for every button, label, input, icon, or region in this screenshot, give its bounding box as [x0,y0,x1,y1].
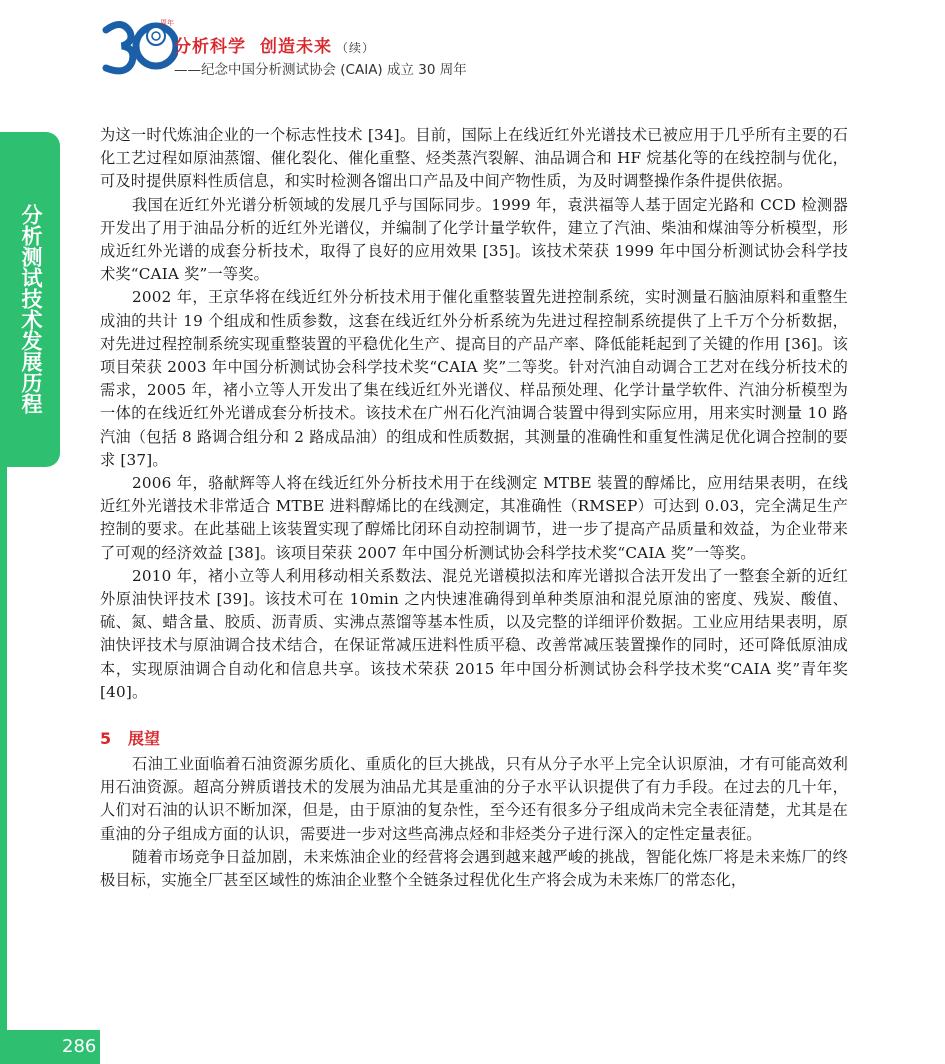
paragraph: 2006 年，骆献辉等人将在线近红外分析技术用于在线测定 MTBE 装置的醇烯比，应用结果表明，在线近红外光谱技术非常适合 MTBE 进料醇烯比的在线测定，其准确性（RMSEP）可达到 0.03，完全满足生产控制的要求。在此基础上该装置实现了醇烯比闭环自动控制调节，进一步了提高产品质量和效益，为企业带来了可观的经济效益 [38]。该项目荣获 2007 年中国分析测试协会科学技术奖“CAIA 奖”一等奖。 [100,474,848,562]
page-header [100,14,550,78]
page-number: 286 [62,1036,97,1057]
paragraph: 石油工业面临着石油资源劣质化、重质化的巨大挑战，只有从分子水平上完全认识原油，才有可能高效利用石油资源。超高分辨质谱技术的发展为油品尤其是重油的分子水平认识提供了有力手段。在过去的几十年，人们对石油的认识不断加深，但是，由于原油的复杂性，至今还有很多分子组成尚未完全表征清楚，尤其是在重油的分子组成方面的认识，需要进一步对这些高沸点烃和非烃类分子进行深入的定性定量表征。 [100,755,848,843]
header-slogan [174,32,375,57]
section-title: 展望 [128,729,161,749]
article-body [100,124,848,892]
section-number: 5 [100,729,112,749]
side-margin-strip [0,467,7,1064]
header-subtitle: ——纪念中国分析测试协会 (CAIA) 成立 30 周年 [174,62,467,78]
chapter-side-tab-label: 分析测试技术发展历程 [19,204,43,414]
slogan-continued: （续） [336,41,376,55]
anniversary-mark: 周年 [160,19,174,27]
paragraph: 2010 年，褚小立等人利用移动相关系数法、混兑光谱模拟法和库光谱拟合法开发出了一整套全新的近红外原油快评技术 [39]。该技术可在 10min 之内快速准确得到单种类原油和混兑原油的密度、残炭、酸值、硫、氮、蜡含量、胶质、沥青质、实沸点蒸馏等基本性质，以及完整的详细评价数据。工业应用结果表明，原油快评技术与原油调合技术结合，在保证常减压进料性质平稳、改善常减压装置操作的同时，还可降低原油成本，实现原油调合自动化和信息共享。该技术荣获 2015 年中国分析测试协会科学技术奖“CAIA 奖”青年奖 [40]。 [100,566,848,701]
paragraph: 随着市场竞争日益加剧，未来炼油企业的经营将会遇到越来越严峻的挑战，智能化炼厂将是未来炼厂的终极目标，实施全厂甚至区域性的炼油企业整个全链条过程优化生产将会成为未来炼厂的常态化， [100,847,848,890]
paragraph: 2002 年，王京华将在线近红外分析技术用于催化重整装置先进控制系统，实时测量石脑油原料和重整生成油的共计 19 个组成和性质参数，这套在线近红外分析系统为先进过程控制系统提供了上千万个分析数据，对先进过程控制系统实现重整装置的平稳优化生产、提高目的产品产率、降低能耗起到了关键的作用 [36]。该项目荣获 2003 年中国分析测试协会科学技术奖“CAIA 奖”二等奖。针对汽油自动调合工艺对在线分析技术的需求，2005 年，褚小立等人开发出了集在线近红外光谱仪、样品预处理、化学计量学软件、汽油分析模型为一体的在线近红外光谱成套分析技术。该技术在广州石化汽油调合装置中得到实际应用，用来实时测量 10 路汽油（包括 8 路调合组分和 2 路成品油）的组成和性质数据，其测量的准确性和重复性满足优化调合控制的要求 [37]。 [100,288,848,469]
section-heading [100,726,848,749]
paragraph: 我国在近红外光谱分析领域的发展几乎与国际同步。1999 年，袁洪福等人基于固定光路和 CCD 检测器开发出了用于油品分析的近红外光谱仪，并编制了化学计量学软件，建立了汽油、柴油和煤油等分析模型，形成近红外光谱的成套分析技术，取得了良好的应用效果 [35]。该技术荣获 1999 年中国分析测试协会科学技术奖“CAIA 奖”一等奖。 [100,195,848,284]
paragraph: 为这一时代炼油企业的一个标志性技术 [34]。目前，国际上在线近红外光谱技术已被应用于几乎所有主要的石化工艺过程如原油蒸馏、催化裂化、催化重整、烃类蒸汽裂解、油品调合和 HF 烷基化等的在线控制与优化，可及时提供原料性质信息，和实时检测各馏出口产品及中间产物性质，为及时调整操作条件提供依据。 [100,126,848,191]
slogan-part-1: 分析科学 [174,37,246,57]
slogan-part-2: 创造未来 [260,37,332,57]
